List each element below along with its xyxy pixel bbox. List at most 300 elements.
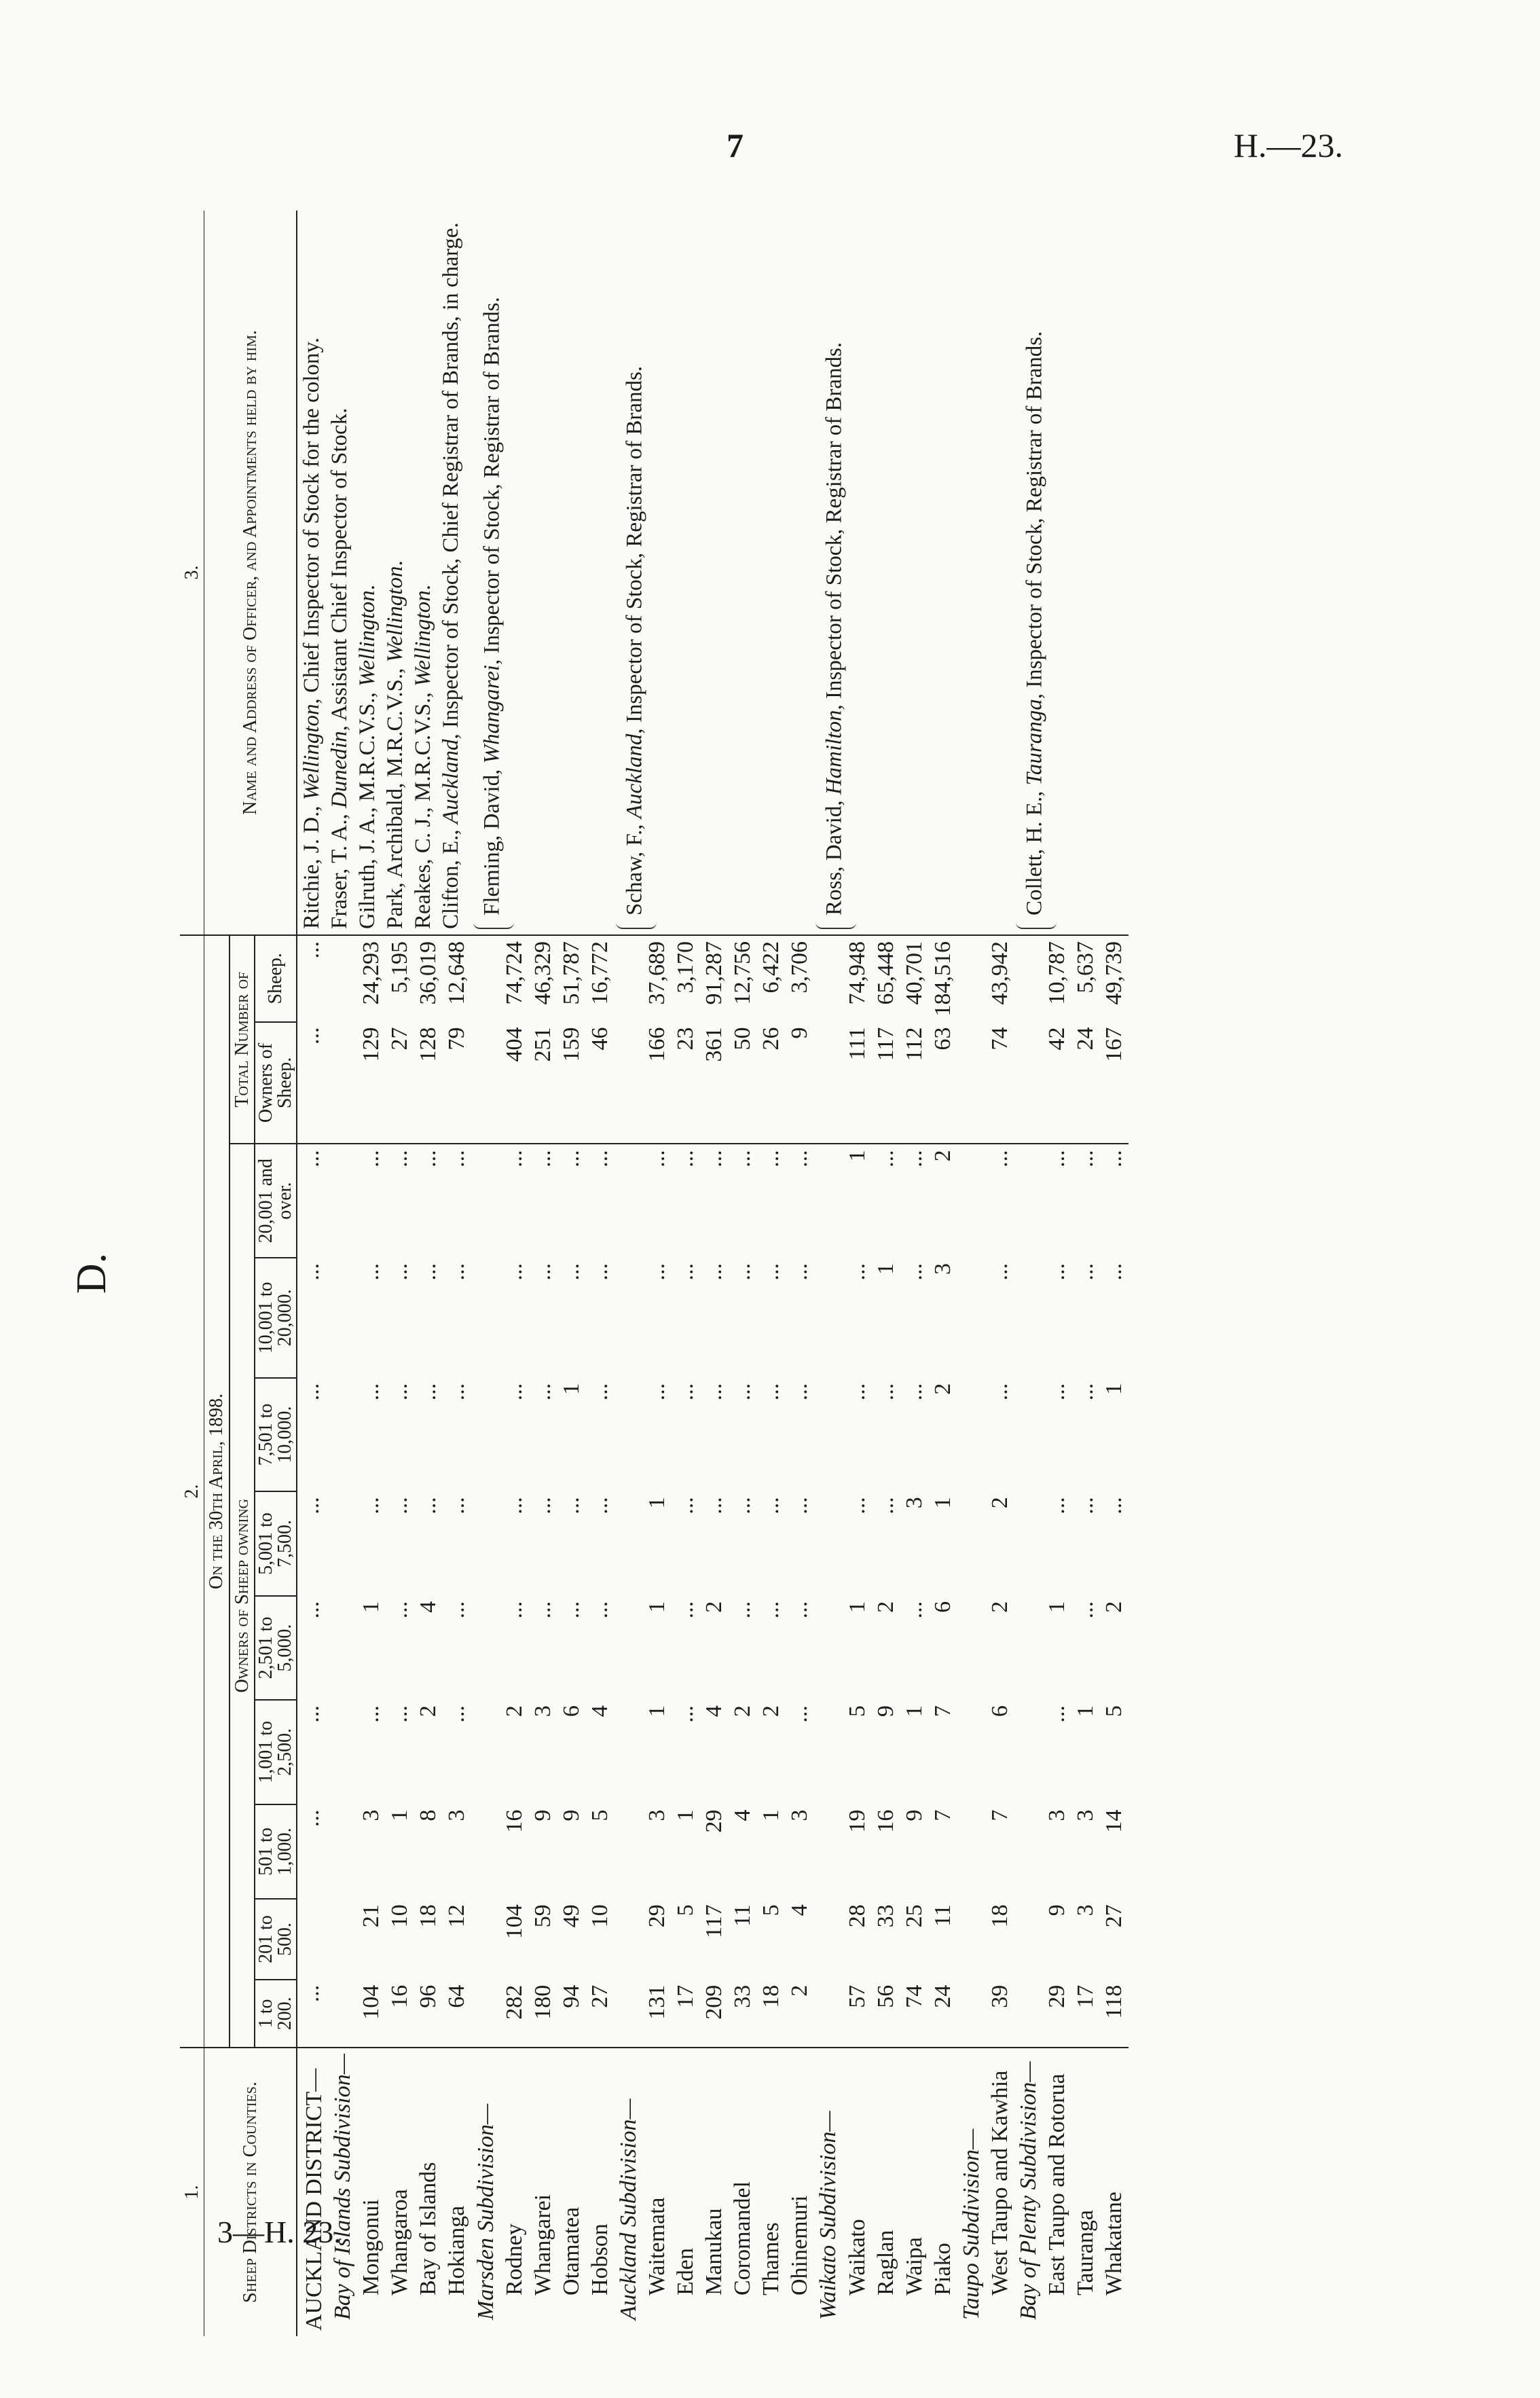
owners-count-cell: ... (1073, 1150, 1099, 1167)
owners-count-cell: 3 (901, 1497, 927, 1509)
table-heading: D. (69, 1252, 115, 1294)
officer-cell (814, 211, 957, 935)
owners-count-cell: ... (1073, 1601, 1099, 1619)
owners-count-cell: 7 (930, 1705, 955, 1718)
officer-name: Clifton, E., (438, 824, 463, 929)
range-header: 7,501 to 10,000. (255, 1378, 297, 1491)
county-name: Whangarei (530, 2194, 555, 2295)
owners-count-cell: ... (299, 1383, 325, 1401)
total-sheep-cell (1014, 935, 1043, 1022)
county-name: Bay of Plenty Subdivision— (1016, 2061, 1042, 2320)
officer-entry (616, 216, 657, 929)
owners-count-cell: 3 (644, 1809, 670, 1821)
range-header: 20,001 and over. (255, 1144, 297, 1258)
owners-count-cell: ... (730, 1497, 756, 1514)
owners-count-cell (814, 1596, 843, 1700)
officer-name: Fraser, T. A., (327, 807, 352, 929)
owners-count-cell: ... (1101, 1497, 1127, 1514)
owners-count-cell: ... (387, 1601, 413, 1619)
owners-count-cell: 117 (701, 1904, 727, 1938)
owners-count-cell: 2 (987, 1497, 1012, 1509)
owners-count-cell: 2 (758, 1705, 784, 1718)
total-owners-cell: 159 (557, 1022, 586, 1144)
owners-count-cell: ... (416, 1150, 441, 1167)
officer-cell (297, 211, 471, 935)
officer-place: Wellington (410, 590, 435, 687)
owners-count-cell: 3 (1073, 1904, 1099, 1916)
owners-count-cell: 9 (530, 1809, 555, 1821)
total-sheep-cell: 5,195 (387, 941, 413, 994)
owners-count-cell: 3 (444, 1809, 470, 1821)
owners-count-cell: ... (587, 1497, 612, 1514)
owners-count-cell (329, 1980, 357, 2048)
county-name: Bay of Islands Subdivision— (330, 2054, 356, 2320)
county-name: Manukau (701, 2208, 727, 2295)
owners-count-cell: 1 (1073, 1705, 1099, 1718)
owners-count-cell: ... (844, 1497, 870, 1514)
owners-count-cell: 14 (1101, 1809, 1127, 1833)
total-owners-cell (814, 1022, 843, 1144)
officer-cell (957, 211, 1014, 935)
owners-count-cell (297, 1899, 329, 1980)
owners-count-cell: 28 (844, 1904, 870, 1928)
total-owners-cell: 50 (729, 1022, 757, 1144)
owners-count-cell (814, 1899, 843, 1980)
officer-place: Dunedin (327, 731, 352, 808)
owners-count-cell: ... (530, 1263, 555, 1281)
owners-count-cell: 2 (873, 1601, 898, 1613)
owners-count-cell: 1 (1044, 1601, 1070, 1613)
total-sheep-cell: 43,942 (987, 941, 1012, 1005)
owners-count-cell (615, 1596, 643, 1700)
officer-appointment: , Assistant Chief Inspector of Stock. (327, 407, 352, 731)
owners-count-cell: 6 (987, 1705, 1012, 1718)
owners-count-cell (329, 1378, 357, 1491)
owners-count-cell: 39 (986, 1980, 1014, 2048)
total-sheep-cell (329, 935, 357, 1022)
owners-count-cell: 1 (644, 1601, 670, 1613)
owners-count-cell: ... (701, 1150, 727, 1167)
total-owners-cell: 26 (757, 1022, 786, 1144)
owners-count-cell: ... (299, 1150, 325, 1167)
total-title: Total Number of (230, 935, 255, 1144)
owners-count-cell (615, 1804, 643, 1900)
table-body (297, 211, 1129, 2336)
total-owners-cell: 46 (586, 1022, 615, 1144)
owners-count-cell: 3 (1044, 1809, 1070, 1821)
owners-count-cell: 17 (1071, 1980, 1100, 2048)
total-sheep-header: Sheep. (255, 935, 297, 1022)
brace-mark (473, 920, 514, 929)
owners-count-cell (957, 1491, 986, 1595)
owners-count-cell: ... (673, 1150, 699, 1167)
officer-place: Tauranga (1022, 699, 1047, 786)
total-sheep-cell: 3,706 (787, 941, 813, 994)
owners-count-cell: ... (1073, 1497, 1099, 1514)
owners-count-cell: 24 (929, 1980, 957, 2048)
county-name: Otamatea (558, 2206, 584, 2295)
owners-count-cell (957, 1596, 986, 1700)
total-sheep-cell: 24,293 (359, 941, 384, 1005)
total-sheep-cell: 49,739 (1101, 941, 1127, 1005)
subdivision-row (615, 211, 643, 2336)
owners-count-cell: 12 (444, 1904, 470, 1928)
subdivision-row (472, 211, 500, 2336)
officer-appointment: , Inspector of Stock, Registrar of Brands. (622, 365, 647, 734)
rotated-table-block (69, 211, 1402, 2336)
owners-count-cell: 6 (558, 1705, 584, 1718)
officer-entry (473, 216, 514, 929)
range-header: 1,001 to 2,500. (255, 1700, 297, 1804)
county-name: Mongonui (359, 2199, 384, 2295)
total-owners-cell (472, 1022, 500, 1144)
county-name: East Taupo and Rotorua (1044, 2073, 1070, 2295)
total-owners-cell (329, 1022, 357, 1144)
owners-count-cell: 7 (930, 1809, 955, 1821)
owners-count-cell: ... (644, 1383, 670, 1401)
officer-entry (327, 216, 353, 929)
owners-count-cell: ... (558, 1497, 584, 1514)
total-owners-cell: 361 (700, 1022, 729, 1144)
owners-count-cell (329, 1899, 357, 1980)
county-name: Piako (930, 2242, 955, 2295)
owners-count-cell: ... (359, 1263, 384, 1281)
owners-count-cell (329, 1144, 357, 1258)
owners-count-cell: ... (387, 1263, 413, 1281)
total-owners-cell: 42 (1043, 1022, 1071, 1144)
owners-count-cell: ... (416, 1383, 441, 1401)
total-owners-cell: 63 (929, 1022, 957, 1144)
owners-count-cell (615, 1378, 643, 1491)
owners-count-cell: 33 (873, 1904, 898, 1928)
owners-count-cell: 2 (987, 1601, 1012, 1613)
owners-count-cell: ... (359, 1150, 384, 1167)
owners-count-cell: 16 (873, 1809, 898, 1833)
owners-count-cell: 1 (901, 1705, 927, 1718)
owners-count-cell: ... (359, 1497, 384, 1514)
county-name: Eden (673, 2248, 699, 2295)
owners-count-cell: ... (730, 1150, 756, 1167)
owners-count-cell (615, 1899, 643, 1980)
owners-count-cell: 4 (587, 1705, 612, 1718)
owners-count-cell (472, 1378, 500, 1491)
total-owners-cell: 111 (843, 1022, 872, 1144)
owners-count-cell (814, 1804, 843, 1900)
owners-count-cell: 282 (500, 1980, 529, 2048)
owners-count-cell: ... (873, 1150, 898, 1167)
owners-count-cell: ... (587, 1150, 612, 1167)
total-sheep-cell: ... (299, 941, 325, 959)
total-sheep-cell: 74,948 (844, 941, 870, 1005)
owners-count-cell: ... (787, 1383, 813, 1401)
owners-count-cell (1014, 1596, 1043, 1700)
owners-count-cell: 5 (673, 1904, 699, 1916)
owners-count-cell: 4 (787, 1904, 813, 1916)
officer-entry (410, 216, 437, 929)
owners-count-cell: ... (901, 1383, 927, 1401)
total-owners-cell: 117 (872, 1022, 900, 1144)
total-sheep-cell (472, 935, 500, 1022)
owners-count-cell: ... (387, 1383, 413, 1401)
owners-count-cell: 94 (557, 1980, 586, 2048)
owners-count-cell: ... (1044, 1263, 1070, 1281)
officer-appointment: , Chief Inspector of Stock for the colony. (299, 338, 325, 704)
total-sheep-cell: 12,756 (730, 941, 756, 1005)
subdivision-row (814, 211, 843, 2336)
owners-count-cell: 8 (416, 1809, 441, 1821)
owners-count-cell: ... (673, 1497, 699, 1514)
owners-count-cell: 27 (1101, 1904, 1127, 1928)
owners-count-cell (1014, 1899, 1043, 1980)
owners-count-cell: 9 (901, 1809, 927, 1821)
owners-count-cell: ... (787, 1497, 813, 1514)
owners-count-cell: ... (730, 1601, 756, 1619)
owners-count-cell: ... (987, 1383, 1012, 1401)
owners-count-cell (814, 1700, 843, 1804)
owners-count-cell: 1 (673, 1809, 699, 1821)
owners-count-cell: 104 (501, 1904, 527, 1940)
col1-number: 1. (180, 2048, 204, 2336)
county-name: Waitemata (644, 2197, 670, 2295)
owners-count-cell (957, 1378, 986, 1491)
officer-place: Auckland (622, 733, 647, 819)
total-owners-cell: 112 (900, 1022, 929, 1144)
col3-number: 3. (180, 211, 204, 935)
owners-count-cell: ... (644, 1263, 670, 1281)
owners-count-cell: ... (501, 1601, 527, 1619)
owners-count-cell (1014, 1258, 1043, 1378)
officer-entry (815, 216, 856, 929)
owners-count-cell: ... (844, 1383, 870, 1401)
total-sheep-cell: 16,772 (587, 941, 612, 1005)
owners-count-cell (957, 1980, 986, 2048)
owners-count-cell: ... (987, 1150, 1012, 1167)
owners-count-cell: 16 (386, 1980, 414, 2048)
owners-count-cell: ... (787, 1150, 813, 1167)
total-owners-cell: 166 (643, 1022, 672, 1144)
owners-count-cell: 4 (416, 1601, 441, 1613)
owners-count-cell: ... (444, 1383, 470, 1401)
total-sheep-cell: 37,689 (644, 941, 670, 1005)
range-header: 5,001 to 7,500. (255, 1491, 297, 1595)
owners-count-cell: ... (587, 1601, 612, 1619)
owners-count-cell: 56 (872, 1980, 900, 2048)
owners-count-cell: 1 (1101, 1383, 1127, 1395)
owners-count-cell: ... (873, 1383, 898, 1401)
col1-title: Sheep Districts in Counties. (204, 2048, 297, 2336)
owners-count-cell: ... (673, 1383, 699, 1401)
owners-count-cell: ... (587, 1383, 612, 1401)
total-sheep-cell (814, 935, 843, 1022)
owners-count-cell (957, 1700, 986, 1804)
owners-count-cell: 18 (757, 1980, 786, 2048)
owners-count-cell: ... (673, 1263, 699, 1281)
signature-mark: 3—H. 23. (217, 2215, 342, 2249)
owners-count-cell: 2 (730, 1705, 756, 1718)
officer-name: Reakes, C. J., M.R.C.V.S., (410, 687, 435, 929)
county-name: Ohinemuri (787, 2195, 813, 2295)
total-owners-cell: 24 (1071, 1022, 1100, 1144)
owners-count-cell: ... (1073, 1383, 1099, 1401)
owners-count-cell (814, 1980, 843, 2048)
owners-count-cell: 57 (843, 1980, 872, 2048)
owners-count-cell (814, 1491, 843, 1595)
owners-count-cell: 21 (359, 1904, 384, 1928)
owners-count-cell: 1 (930, 1497, 955, 1509)
owners-count-cell (472, 1980, 500, 2048)
total-sheep-cell: 46,329 (530, 941, 555, 1005)
officer-name: Collett, H. E., (1022, 785, 1047, 915)
total-sheep-cell: 6,422 (758, 941, 784, 994)
owners-count-cell: ... (901, 1601, 927, 1619)
county-name: Thames (758, 2222, 784, 2295)
owners-count-cell: ... (297, 1980, 329, 2048)
total-sheep-cell: 40,701 (901, 941, 927, 1005)
owners-count-cell: 2 (701, 1601, 727, 1613)
owners-count-cell (472, 1700, 500, 1804)
owners-count-cell: ... (1044, 1705, 1070, 1723)
owners-count-cell: 5 (844, 1705, 870, 1718)
officer-cell (472, 211, 615, 935)
owners-count-cell: 1 (844, 1150, 870, 1162)
owners-count-cell: 10 (387, 1904, 413, 1928)
owners-count-cell: 27 (586, 1980, 615, 2048)
owners-count-cell: ... (673, 1705, 699, 1723)
owners-count-cell: 3 (359, 1809, 384, 1821)
owners-count-cell: ... (758, 1497, 784, 1514)
owners-count-cell: ... (873, 1497, 898, 1514)
subdivision-row (957, 211, 986, 2336)
total-owners-cell: 27 (386, 1022, 414, 1144)
owners-count-cell: ... (299, 1705, 325, 1723)
owners-count-cell: ... (787, 1601, 813, 1619)
total-owners-cell: 251 (529, 1022, 557, 1144)
owners-count-cell: ... (299, 1497, 325, 1514)
total-owners-cell (1014, 1022, 1043, 1144)
owners-count-cell: 5 (587, 1809, 612, 1821)
owners-count-cell (1014, 1491, 1043, 1595)
owners-count-cell (329, 1596, 357, 1700)
owners-count-cell (472, 1144, 500, 1258)
owners-count-cell: ... (444, 1263, 470, 1281)
owners-count-cell: 1 (758, 1809, 784, 1821)
owners-count-cell: 7 (987, 1809, 1012, 1821)
owners-count-cell: ... (299, 1263, 325, 1281)
county-name: Whangaroa (387, 2189, 413, 2295)
owners-count-cell: 1 (873, 1263, 898, 1275)
officer-appointment: . (382, 560, 407, 566)
officer-appointment: , Inspector of Stock, Chief Registrar of Brands, in charge. (438, 222, 463, 740)
owners-count-cell: 2 (501, 1705, 527, 1718)
owners-count-cell (615, 1700, 643, 1804)
owners-count-cell: ... (787, 1263, 813, 1281)
owners-count-cell: ... (387, 1705, 413, 1723)
owners-count-cell: 2 (1101, 1601, 1127, 1613)
owners-count-cell: 2 (930, 1150, 955, 1162)
total-owners-cell: 404 (500, 1022, 529, 1144)
total-owners-cell: 128 (414, 1022, 443, 1144)
owners-count-cell (472, 1804, 500, 1900)
owners-count-cell (1014, 1980, 1043, 2048)
owners-count-cell: 25 (901, 1904, 927, 1928)
officer-place: Hamilton (822, 710, 847, 795)
officer-name: Fleming, David, (479, 763, 505, 915)
owners-count-cell: 11 (930, 1904, 955, 1927)
owners-count-cell: ... (644, 1150, 670, 1167)
owners-count-cell: 3 (787, 1809, 813, 1821)
officer-appointment: , Inspector of Stock, Registrar of Brands. (822, 342, 847, 710)
owners-count-cell: ... (299, 1809, 325, 1828)
county-name: Rodney (501, 2223, 527, 2295)
owners-count-cell (957, 1258, 986, 1378)
owners-count-cell (329, 1700, 357, 1804)
owners-count-cell (814, 1144, 843, 1258)
owners-count-cell: ... (530, 1150, 555, 1167)
county-name: Whakatane (1101, 2192, 1127, 2295)
owners-count-cell: ... (1101, 1150, 1127, 1167)
total-owners-cell: 167 (1100, 1022, 1129, 1144)
owners-count-cell: 1 (644, 1705, 670, 1718)
brace-mark (1016, 920, 1057, 929)
owners-count-cell: ... (558, 1150, 584, 1167)
owners-count-cell: 5 (758, 1904, 784, 1916)
officer-entry (1016, 216, 1057, 929)
officer-place: Auckland (438, 739, 463, 824)
total-owners-cell: 74 (986, 1022, 1014, 1144)
owners-count-cell: 74 (900, 1980, 929, 2048)
total-owners-cell: 9 (786, 1022, 814, 1144)
range-header: 501 to 1,000. (255, 1804, 297, 1900)
owners-count-cell: 5 (1101, 1705, 1127, 1718)
owners-count-cell: 49 (558, 1904, 584, 1928)
owners-count-cell: ... (530, 1383, 555, 1401)
owners-count-cell (1014, 1144, 1043, 1258)
owners-count-cell (615, 1980, 643, 2048)
owners-count-cell (957, 1804, 986, 1900)
officer-place: Whangarei (479, 664, 505, 764)
owners-count-cell: 3 (530, 1705, 555, 1718)
county-name: Raglan (873, 2230, 898, 2295)
owners-count-cell: ... (730, 1383, 756, 1401)
owners-count-cell (472, 1596, 500, 1700)
owners-count-cell: 10 (587, 1904, 612, 1928)
owners-count-cell (472, 1899, 500, 1980)
owners-count-cell: ... (416, 1263, 441, 1281)
officer-cell (615, 211, 815, 935)
owners-count-cell: ... (1073, 1263, 1099, 1281)
owners-count-cell: 19 (844, 1809, 870, 1833)
owners-count-cell: ... (1044, 1150, 1070, 1167)
owners-count-cell: ... (701, 1497, 727, 1514)
owners-count-cell (329, 1491, 357, 1595)
officer-entry (382, 216, 409, 929)
officer-entry (299, 216, 325, 929)
owners-count-cell: 9 (1044, 1904, 1070, 1916)
total-owners-cell: ... (297, 1022, 329, 1144)
owners-count-cell: 64 (443, 1980, 471, 2048)
owners-count-cell (957, 1899, 986, 1980)
sheep-register-table (180, 211, 1129, 2336)
page-number: 7 (727, 126, 744, 164)
owners-count-cell (814, 1378, 843, 1491)
col2-number: 2. (180, 935, 204, 2048)
owners-count-cell: ... (987, 1263, 1012, 1281)
county-name: Hobson (587, 2223, 612, 2295)
county-name: Marsden Subdivision— (473, 2103, 498, 2320)
owners-count-cell: ... (1044, 1383, 1070, 1401)
county-name: Bay of Islands (416, 2162, 441, 2295)
county-name: Waipa (901, 2237, 927, 2295)
